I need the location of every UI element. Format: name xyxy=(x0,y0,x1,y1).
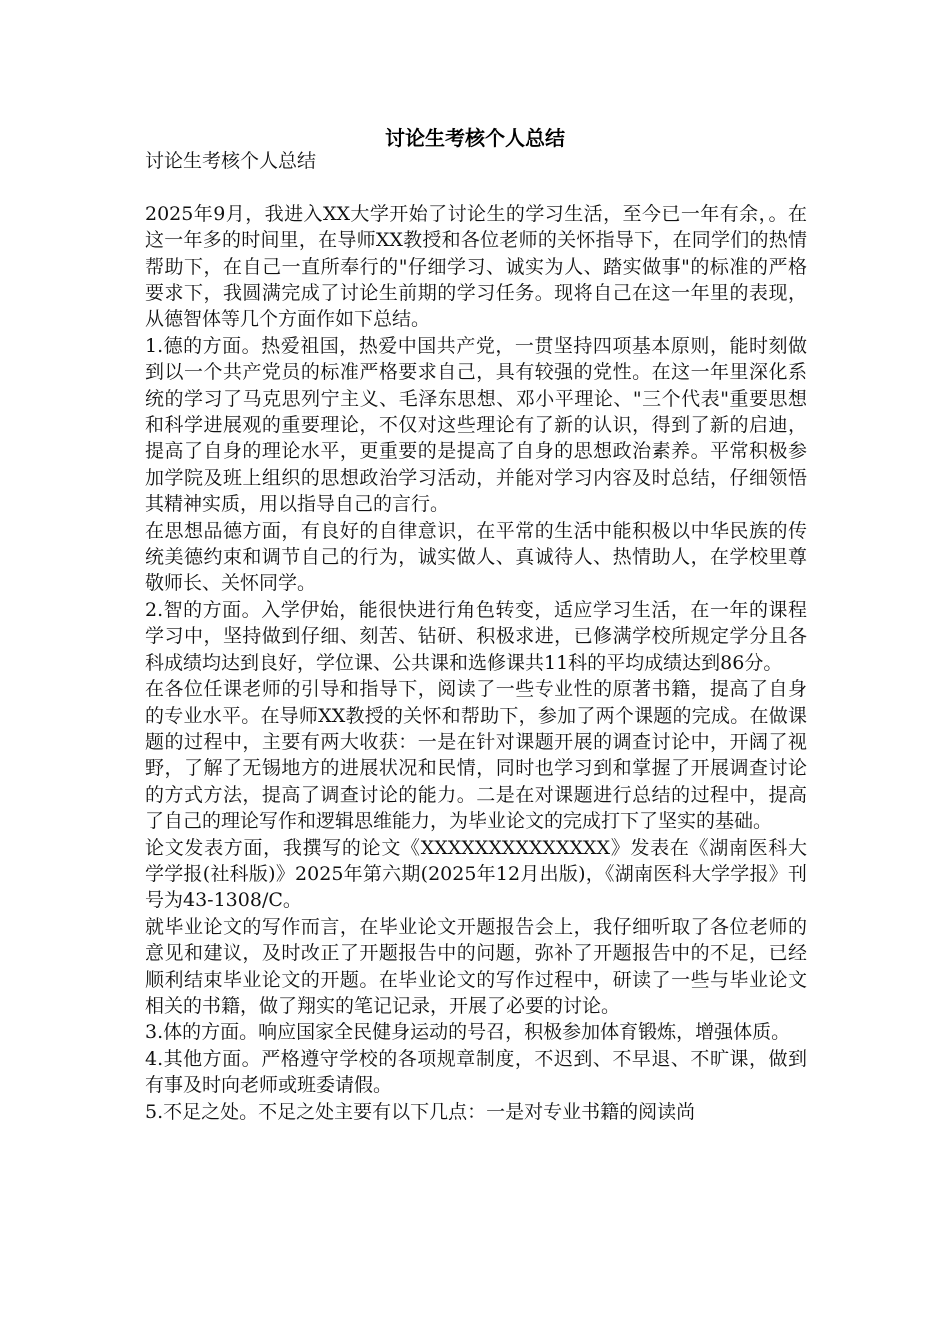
paragraph-moral-character: 在思想品德方面，有良好的自律意识，在平常的生活中能积极以中华民族的传统美德约束和调节自己的行为，诚实做人、真诚待人、热情助人，在学校里尊敬师长、关怀同学。 xyxy=(145,519,807,595)
document-title: 讨论生考核个人总结 xyxy=(385,126,565,150)
document-subtitle: 讨论生考核个人总结 xyxy=(145,150,317,172)
paragraph-thesis: 就毕业论文的写作而言，在毕业论文开题报告会上，我仔细听取了各位老师的意见和建议，及时改正了开题报告中的问题，弥补了开题报告中的不足，已经顺利结束毕业论文的开题。在毕业论文的写作过程中，研读了一些与毕业论文相关的书籍，做了翔实的笔记记录，开展了必要的讨论。 xyxy=(145,915,807,1017)
paragraph-physical: 3.体的方面。响应国家全民健身运动的号召，积极参加体育锻炼，增强体质。 xyxy=(145,1021,791,1044)
paragraph-moral: 1.德的方面。热爱祖国，热爱中国共产党，一贯坚持四项基本原则，能时刻做到以一个共产党员的标准严格要求自己，具有较强的党性。在这一年里深化系统的学习了马克思列宁主义、毛泽东思想、邓小平理论、"三个代表"重要思想和科学进展观的重要理论，不仅对这些理论有了新的认识，得到了新的启迪，提高了自身的理论水平，更重要的是提高了自身的思想政治素养。平常积极参加学院及班上组织的思想政治学习活动，并能对学习内容及时总结，仔细领悟其精神实质，用以指导自己的言行。 xyxy=(145,334,807,516)
paragraph-shortcomings: 5.不足之处。不足之处主要有以下几点：一是对专业书籍的阅读尚 xyxy=(145,1100,696,1123)
document-body xyxy=(145,148,807,1125)
paragraph-intellect: 2.智的方面。入学伊始，能很快进行角色转变，适应学习生活，在一年的课程学习中，坚持做到仔细、刻苦、钻研、积极求进，已修满学校所规定学分且各科成绩均达到良好，学位课、公共课和选修课共11科的平均成绩达到86分。 xyxy=(145,598,807,674)
paragraph-publication: 论文发表方面，我撰写的论文《XXXXXXXXXXXXXX》发表在《湖南医科大学学报(社科版)》2025年第六期(2025年12月出版)，《湖南医科大学学报》刊号为43-1308/C。 xyxy=(145,836,807,912)
paragraph-research: 在各位任课老师的引导和指导下，阅读了一些专业性的原著书籍，提高了自身的专业水平。在导师XX教授的关怀和帮助下，参加了两个课题的完成。在做课题的过程中，主要有两大收获：一是在针对课题开展的调查讨论中，开阔了视野，了解了无锡地方的进展状况和民情，同时也学习到和掌握了开展调查讨论的方式方法，提高了调查讨论的能力。二是在对课题进行总结的过程中，提高了自己的理论写作和逻辑思维能力，为毕业论文的完成打下了坚实的基础。 xyxy=(145,678,807,833)
paragraph-other: 4.其他方面。严格遵守学校的各项规章制度，不迟到、不早退、不旷课，做到有事及时向老师或班委请假。 xyxy=(145,1047,807,1097)
paragraph-intro: 2025年9月，我进入XX大学开始了讨论生的学习生活，至今已一年有余，。在这一年多的时间里，在导师XX教授和各位老师的关怀指导下，在同学们的热情帮助下，在自己一直所奉行的"仔细学习、诚实为人、踏实做事"的标准的严格要求下，我圆满完成了讨论生前期的学习任务。现将自己在这一年里的表现，从德智体等几个方面作如下总结。 xyxy=(145,202,807,331)
